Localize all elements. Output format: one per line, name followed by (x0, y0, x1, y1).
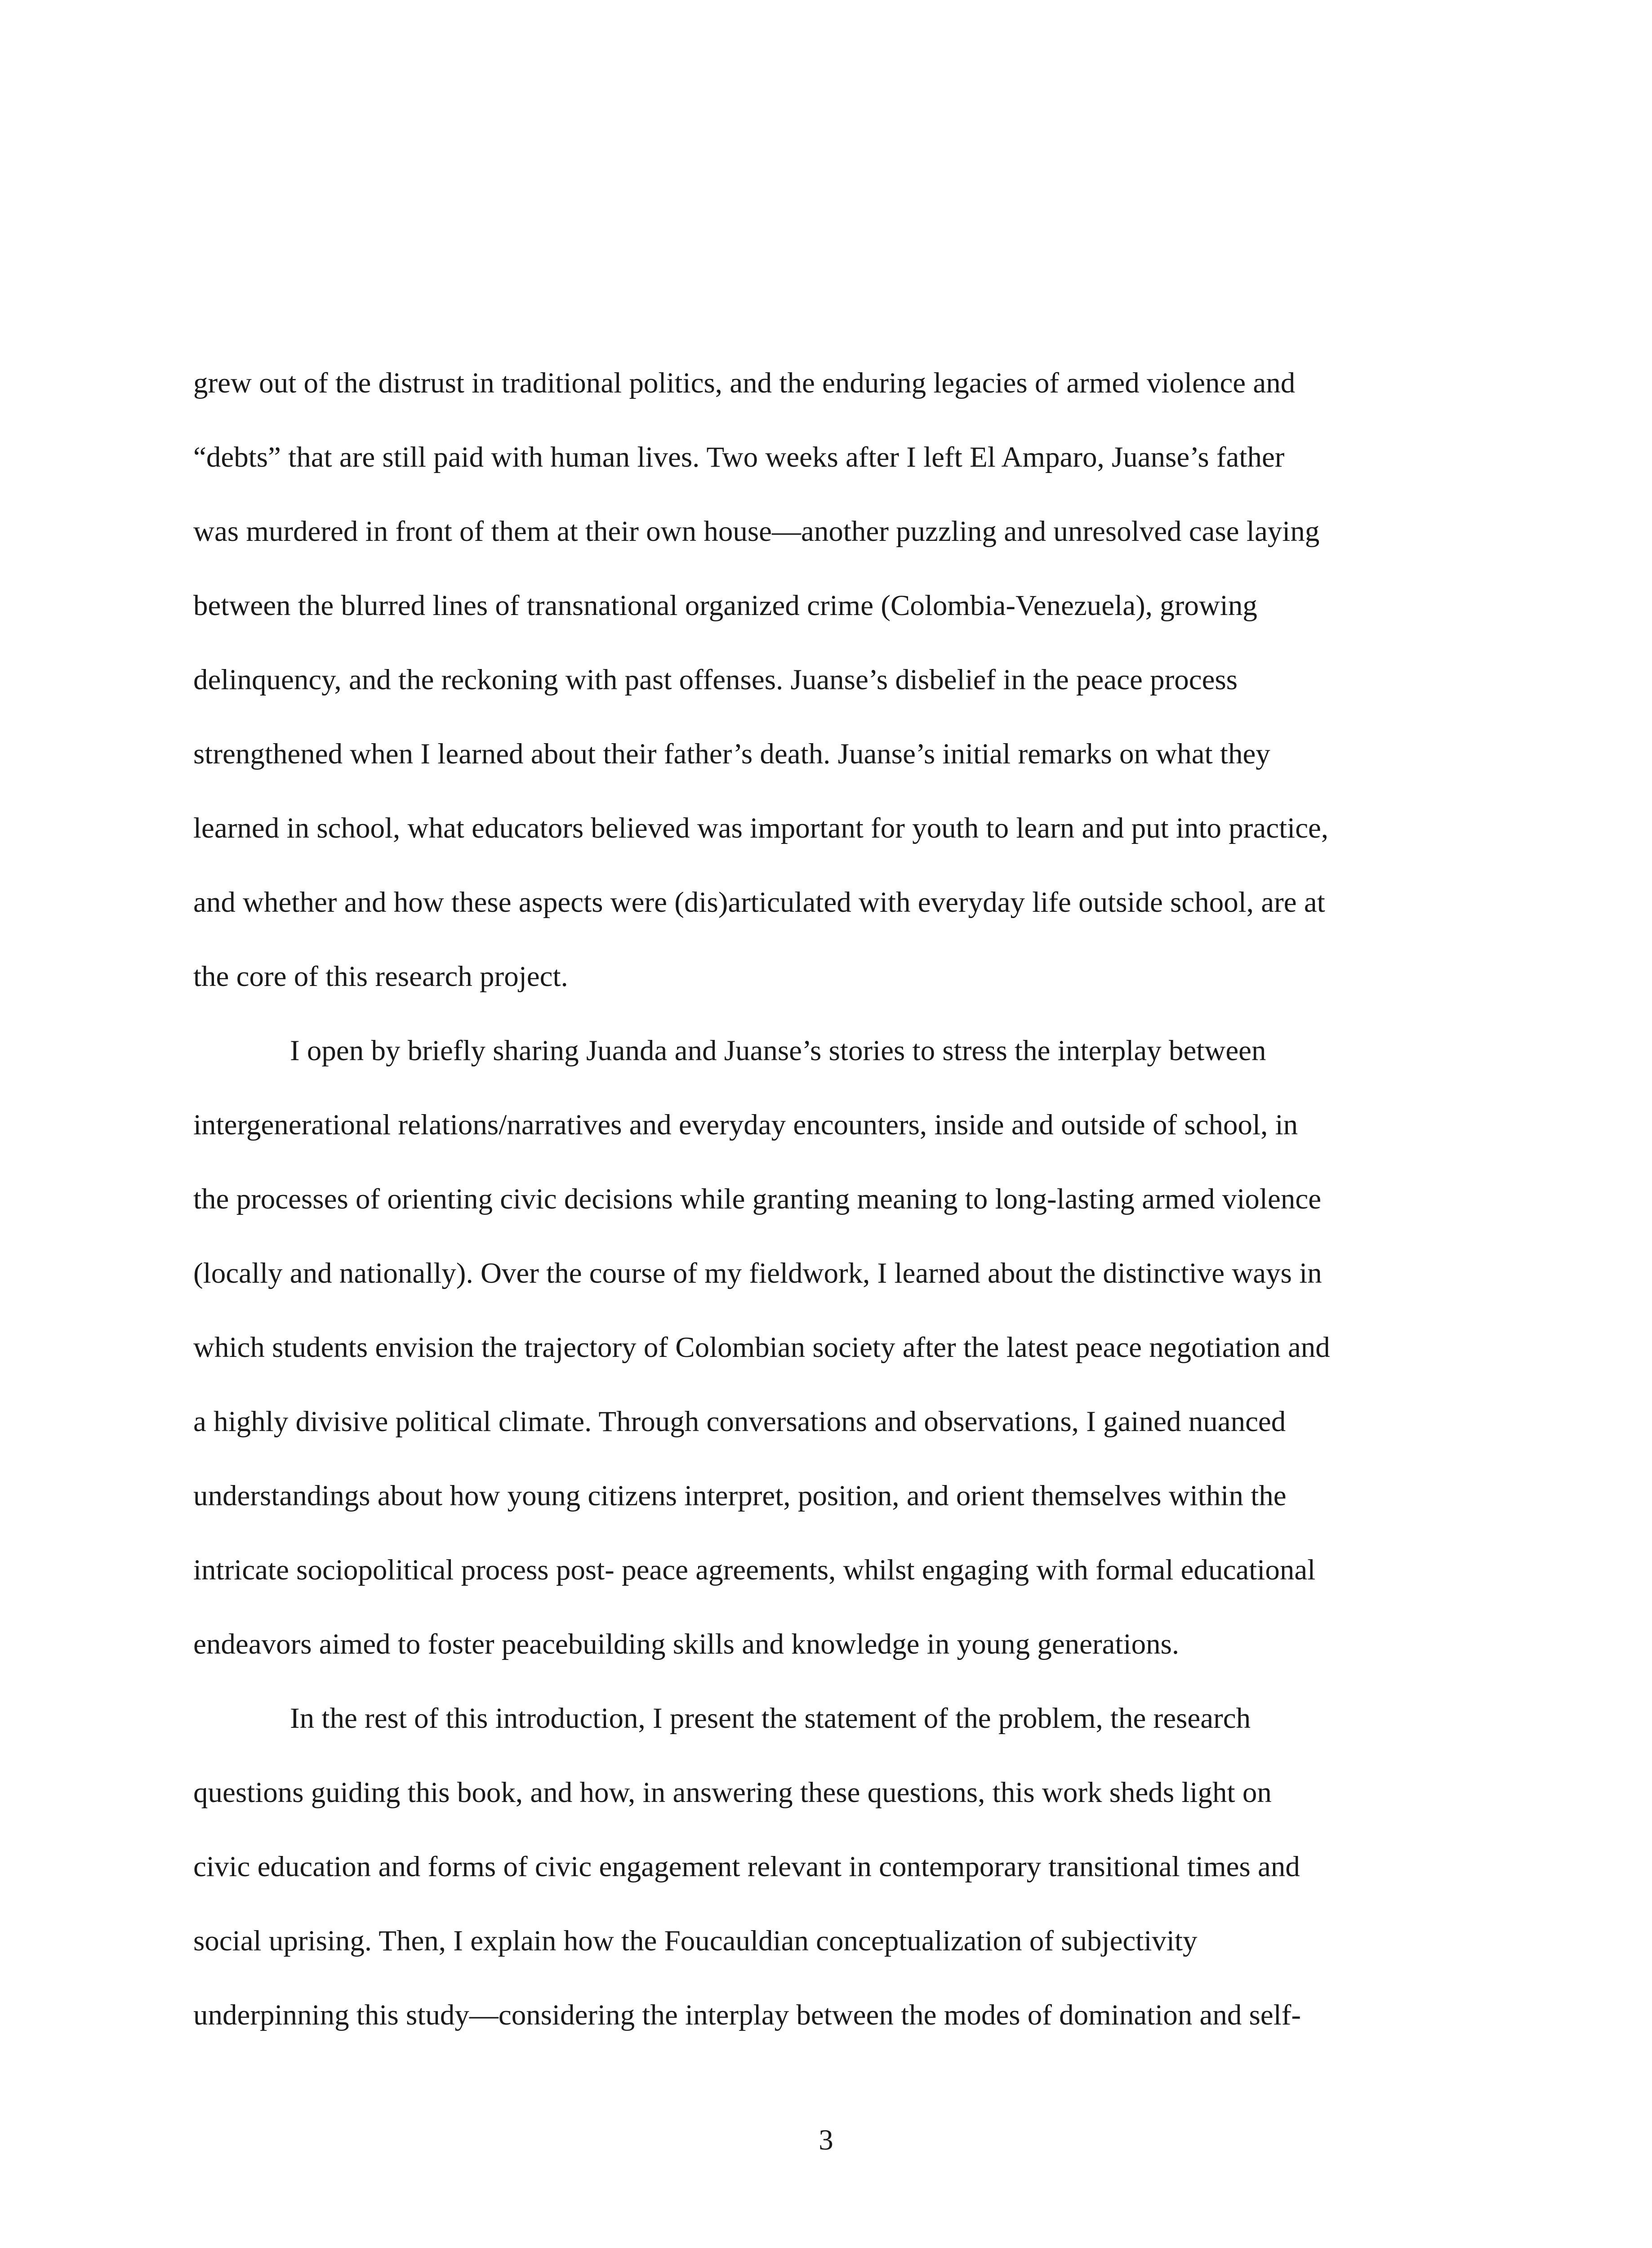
text-line: a highly divisive political climate. Through conversations and observations, I gained nuanced (193, 1405, 1286, 1438)
text-line: questions guiding this book, and how, in answering these questions, this work sheds light on (193, 1776, 1272, 1809)
text-line: learned in school, what educators believed was important for youth to learn and put into practice, (193, 812, 1329, 844)
text-line: delinquency, and the reckoning with past offenses. Juanse’s disbelief in the peace process (193, 664, 1238, 696)
text-line: was murdered in front of them at their own house—another puzzling and unresolved case laying (193, 515, 1320, 548)
page-number: 3 (819, 2124, 833, 2156)
text-line: In the rest of this introduction, I present the statement of the problem, the research (290, 1702, 1251, 1735)
text-line: the processes of orienting civic decisions while granting meaning to long-lasting armed violence (193, 1183, 1322, 1215)
text-line: I open by briefly sharing Juanda and Juanse’s stories to stress the interplay between (290, 1035, 1266, 1067)
text-line: (locally and nationally). Over the course of my fieldwork, I learned about the distinctive ways in (193, 1257, 1322, 1289)
text-line: understandings about how young citizens interpret, position, and orient themselves within the (193, 1480, 1287, 1512)
text-line: between the blurred lines of transnational organized crime (Colombia-Venezuela), growing (193, 589, 1257, 622)
text-line: grew out of the distrust in traditional politics, and the enduring legacies of armed violence and (193, 367, 1296, 399)
text-line: endeavors aimed to foster peacebuilding skills and knowledge in young generations. (193, 1628, 1180, 1660)
text-line: intergenerational relations/narratives and everyday encounters, inside and outside of school, in (193, 1109, 1298, 1141)
text-line: which students envision the trajectory of Colombian society after the latest peace negotiation and (193, 1331, 1330, 1364)
text-line: intricate sociopolitical process post- peace agreements, whilst engaging with formal educational (193, 1554, 1316, 1586)
text-line: “debts” that are still paid with human lives. Two weeks after I left El Amparo, Juanse’s father (193, 441, 1285, 473)
body-text (193, 346, 1447, 2052)
paragraph (193, 346, 1447, 1014)
text-line: and whether and how these aspects were (dis)articulated with everyday life outside school, are at (193, 886, 1325, 919)
text-line: social uprising. Then, I explain how the Foucauldian conceptualization of subjectivity (193, 1925, 1198, 1957)
paragraph (193, 1682, 1447, 2052)
text-line: underpinning this study—considering the interplay between the modes of domination and self- (193, 1999, 1301, 2031)
paragraph (193, 1014, 1447, 1682)
text-line: strengthened when I learned about their father’s death. Juanse’s initial remarks on what they (193, 738, 1270, 770)
text-line: civic education and forms of civic engagement relevant in contemporary transitional times and (193, 1851, 1300, 1883)
text-line: the core of this research project. (193, 960, 568, 993)
